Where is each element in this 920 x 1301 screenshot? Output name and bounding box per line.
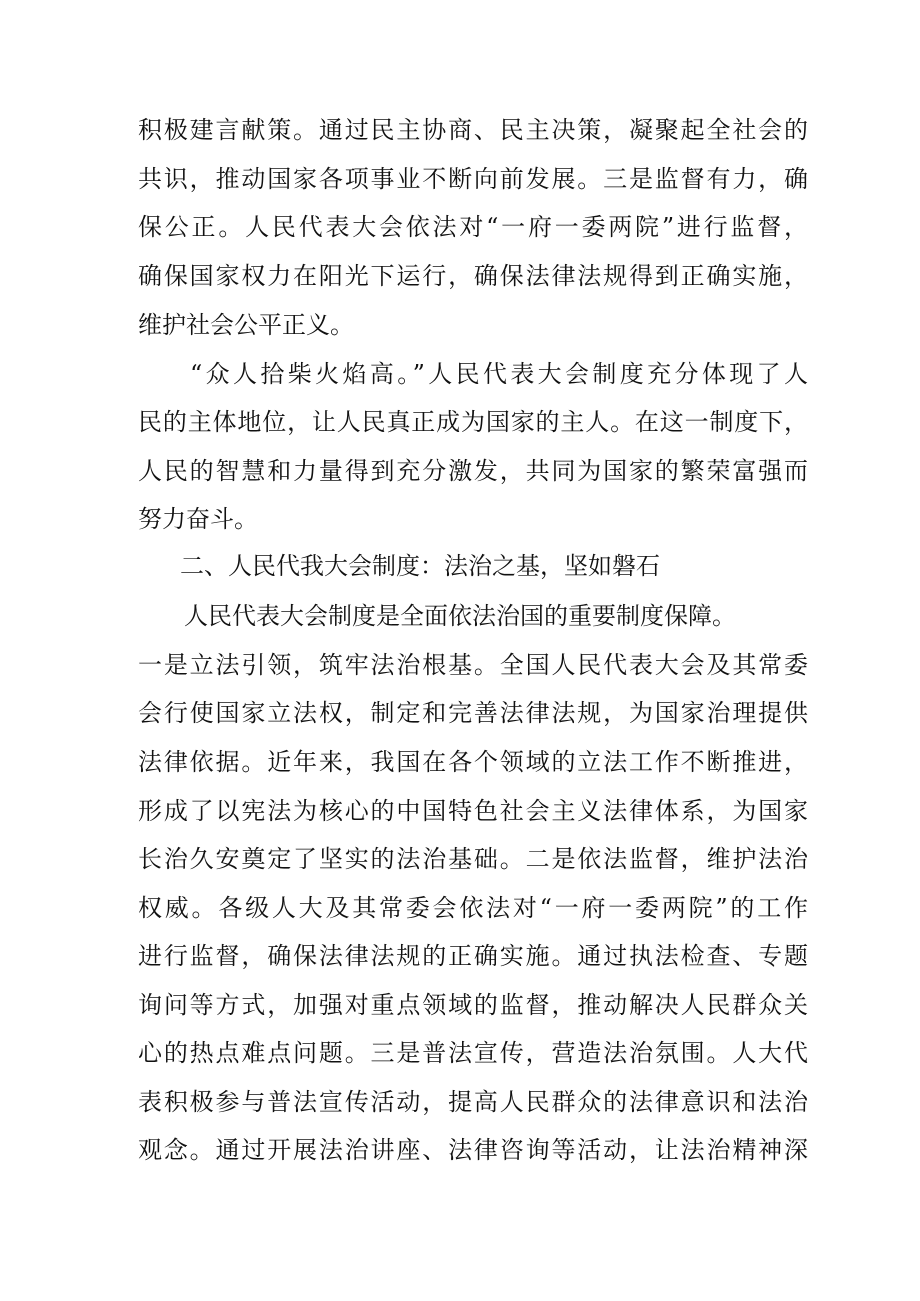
text-line: 确保国家权力在阳光下运行，确保法律法规得到正确实施， (138, 262, 808, 290)
text-line: 维护社会公平正义。 (138, 311, 354, 339)
text-line: 法律依据。近年来，我国在各个领域的立法工作不断推进， (138, 748, 808, 776)
paragraph-first-line: “众人拾柴火焰高。”人民代表大会制度充分体现了人 (190, 360, 808, 388)
text-line: 努力奋斗。 (138, 505, 258, 533)
text-line: 表积极参与普法宣传活动，提高人民群众的法律意识和法治 (138, 1088, 808, 1116)
text-line: 会行使国家立法权，制定和完善法律法规，为国家治理提供 (138, 699, 808, 727)
text-line: 共识，推动国家各项事业不断向前发展。三是监督有力，确 (138, 165, 808, 193)
text-line: 权威。各级人大及其常委会依法对“一府一委两院”的工作 (138, 894, 808, 922)
text-line: 询问等方式，加强对重点领域的监督，推动解决人民群众关 (138, 991, 808, 1019)
text-line: 民的主体地位，让人民真正成为国家的主人。在这一制度下， (138, 408, 808, 436)
text-line: 心的热点难点问题。三是普法宣传，营造法治氛围。人大代 (138, 1039, 808, 1067)
text-line: 形成了以宪法为核心的中国特色社会主义法律体系，为国家 (138, 797, 808, 825)
text-line: 保公正。人民代表大会依法对“一府一委两院”进行监督， (138, 213, 808, 241)
text-line: 进行监督，确保法律法规的正确实施。通过执法检查、专题 (138, 942, 808, 970)
text-line: 人民的智慧和力量得到充分激发，共同为国家的繁荣富强而 (138, 457, 808, 485)
paragraph-first-line: 人民代表大会制度是全面依法治国的重要制度保障。 (184, 602, 736, 630)
text-line: 积极建言献策。通过民主协商、民主决策，凝聚起全社会的 (138, 116, 808, 144)
text-line: 长治久安奠定了坚实的法治基础。二是依法监督，维护法治 (138, 845, 808, 873)
text-line: 一是立法引领，筑牢法治根基。全国人民代表大会及其常委 (138, 651, 808, 679)
section-heading: 二、人民代我大会制度：法治之基，坚如磐石 (180, 552, 660, 580)
text-line: 观念。通过开展法治讲座、法律咨询等活动，让法治精神深 (138, 1136, 808, 1164)
